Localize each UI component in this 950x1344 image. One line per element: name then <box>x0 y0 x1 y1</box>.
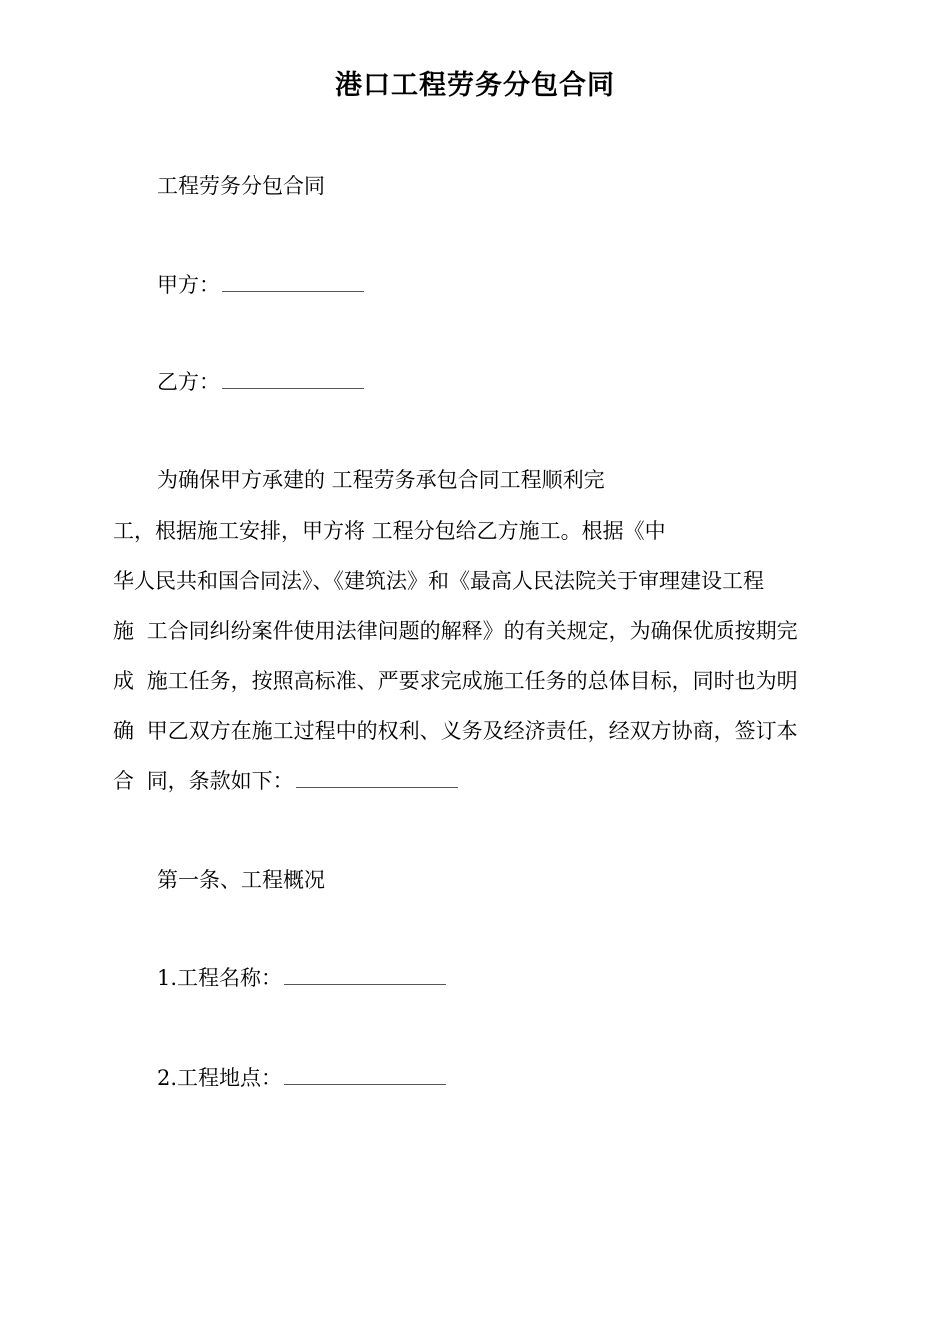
party-b-label: 乙方： <box>157 370 220 394</box>
party-a-line <box>157 270 364 300</box>
project-name-blank[interactable] <box>284 966 446 985</box>
intro-line-7-start: 合 <box>113 769 134 793</box>
party-b-blank[interactable] <box>222 370 364 389</box>
project-location-label: 2.工程地点： <box>157 1066 283 1090</box>
project-location-blank[interactable] <box>284 1066 446 1085</box>
intro-line-7-rest: 同，条款如下： <box>146 769 294 793</box>
project-name-line <box>157 963 446 993</box>
intro-line-6-rest: 甲乙双方在施工过程中的权利、义务及经济责任，经双方协商，签订本 <box>146 719 798 743</box>
intro-line-3: 华人民共和国合同法》、《建筑法》和《最高人民法院关于审理建设工程 <box>113 569 764 593</box>
intro-line-1: 为确保甲方承建的 工程劳务承包合同工程顺利完 <box>157 468 605 492</box>
intro-line-5-rest: 施工任务，按照高标准、严要求完成施工任务的总体目标，同时也为明 <box>146 669 798 693</box>
intro-line-7 <box>113 766 458 796</box>
article-1-heading: 第一条、工程概况 <box>157 868 325 892</box>
intro-line-4-start: 施 <box>113 619 134 643</box>
party-a-label: 甲方： <box>157 273 220 297</box>
contract-subtitle: 工程劳务分包合同 <box>157 174 325 198</box>
document-title: 港口工程劳务分包合同 <box>335 70 615 101</box>
intro-line-5 <box>113 666 798 696</box>
intro-line-4 <box>113 616 798 646</box>
party-a-blank[interactable] <box>222 273 364 292</box>
project-name-label: 1.工程名称： <box>157 966 283 990</box>
terms-blank[interactable] <box>296 769 458 788</box>
party-b-line <box>157 367 364 397</box>
project-location-line <box>157 1063 446 1093</box>
intro-line-4-rest: 工合同纠纷案件使用法律问题的解释》的有关规定，为确保优质按期完 <box>146 619 798 643</box>
intro-line-5-start: 成 <box>113 669 134 693</box>
intro-line-2: 工，根据施工安排，甲方将 工程分包给乙方施工。根据《中 <box>113 519 666 543</box>
intro-line-6 <box>113 716 798 746</box>
intro-line-6-start: 确 <box>113 719 134 743</box>
